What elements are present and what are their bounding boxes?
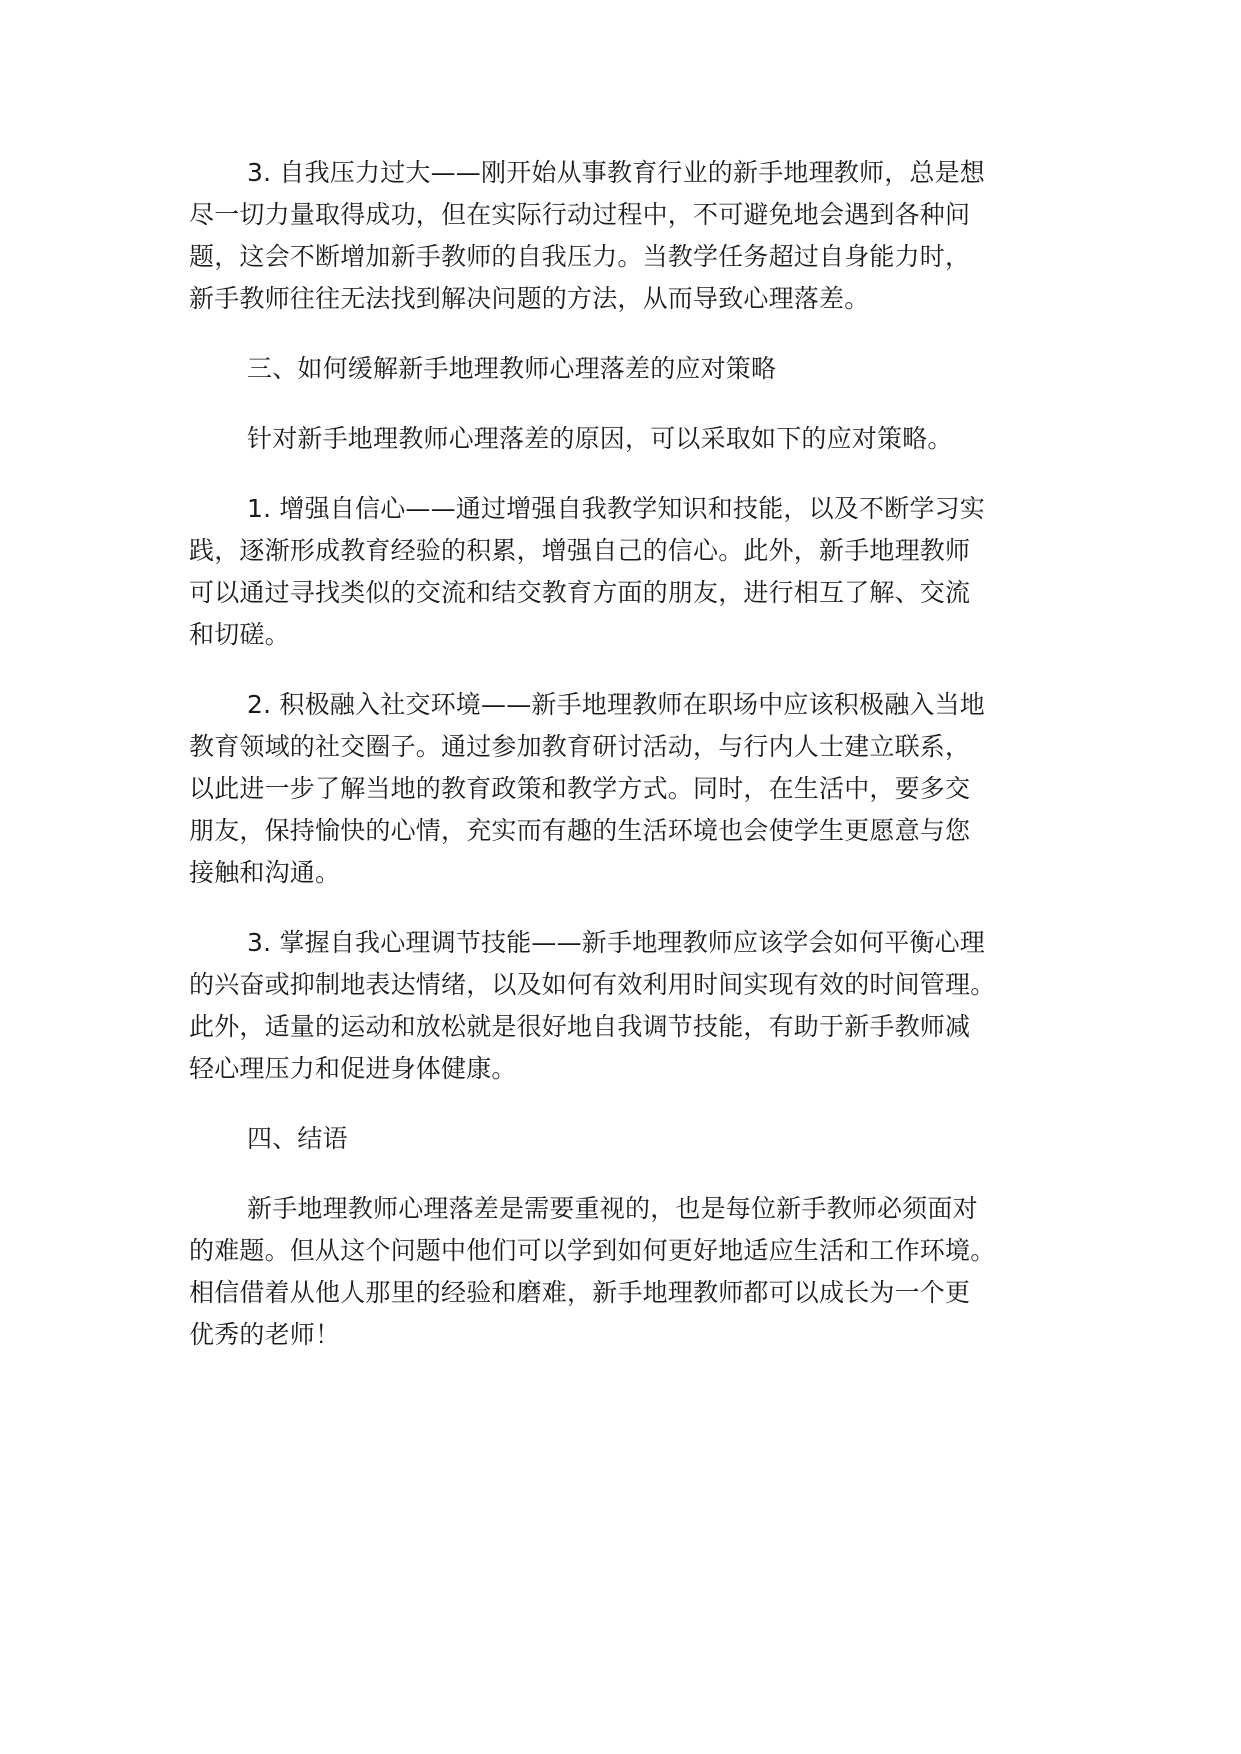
- text-line: 教育领域的社交圈子。通过参加教育研讨活动，与行内人士建立联系，: [189, 732, 971, 761]
- text-line: 可以通过寻找类似的交流和结交教育方面的朋友，进行相互了解、交流: [189, 578, 971, 607]
- text-line: 3. 自我压力过大——刚开始从事教育行业的新手地理教师，总是想: [247, 158, 986, 187]
- text-line: 2. 积极融入社交环境——新手地理教师在职场中应该积极融入当地: [247, 690, 986, 719]
- text-line: 接触和沟通。: [189, 858, 341, 887]
- section-heading-strategies: [189, 348, 1069, 390]
- paragraph-self-adjust: [189, 922, 1069, 1090]
- paragraph-conclusion: [189, 1188, 1069, 1356]
- text-line: 题，这会不断增加新手教师的自我压力。当教学任务超过自身能力时，: [189, 242, 971, 271]
- text-line: 3. 掌握自我心理调节技能——新手地理教师应该学会如何平衡心理: [247, 928, 986, 957]
- text-line: 相信借着从他人那里的经验和磨难，新手地理教师都可以成长为一个更: [189, 1278, 971, 1307]
- document-body: [189, 152, 1069, 1384]
- paragraph-self-pressure: [189, 152, 1069, 320]
- text-line: 1. 增强自信心——通过增强自我教学知识和技能，以及不断学习实: [247, 494, 986, 523]
- text-line: 以此进一步了解当地的教育政策和教学方式。同时，在生活中，要多交: [189, 774, 971, 803]
- heading-line: 三、如何缓解新手地理教师心理落差的应对策略: [247, 354, 777, 383]
- heading-line: 四、结语: [247, 1124, 348, 1153]
- text-line: 优秀的老师！: [189, 1320, 341, 1349]
- text-line: 朋友，保持愉快的心情，充实而有趣的生活环境也会使学生更愿意与您: [189, 816, 971, 845]
- text-line: 针对新手地理教师心理落差的原因，可以采取如下的应对策略。: [247, 424, 953, 453]
- paragraph-social: [189, 684, 1069, 894]
- section-heading-conclusion: [189, 1118, 1069, 1160]
- text-line: 践，逐渐形成教育经验的积累，增强自己的信心。此外，新手地理教师: [189, 536, 971, 565]
- paragraph-confidence: [189, 488, 1069, 656]
- text-line: 轻心理压力和促进身体健康。: [189, 1054, 517, 1083]
- text-line: 此外，适量的运动和放松就是很好地自我调节技能，有助于新手教师减: [189, 1012, 971, 1041]
- text-line: 和切磋。: [189, 620, 290, 649]
- text-line: 新手地理教师心理落差是需要重视的，也是每位新手教师必须面对: [247, 1194, 978, 1223]
- text-line: 的难题。但从这个问题中他们可以学到如何更好地适应生活和工作环境。: [189, 1236, 996, 1265]
- paragraph-intro: [189, 418, 1069, 460]
- text-line: 尽一切力量取得成功，但在实际行动过程中，不可避免地会遇到各种问: [189, 200, 971, 229]
- text-line: 的兴奋或抑制地表达情绪，以及如何有效利用时间实现有效的时间管理。: [189, 970, 996, 999]
- text-line: 新手教师往往无法找到解决问题的方法，从而导致心理落差。: [189, 284, 870, 313]
